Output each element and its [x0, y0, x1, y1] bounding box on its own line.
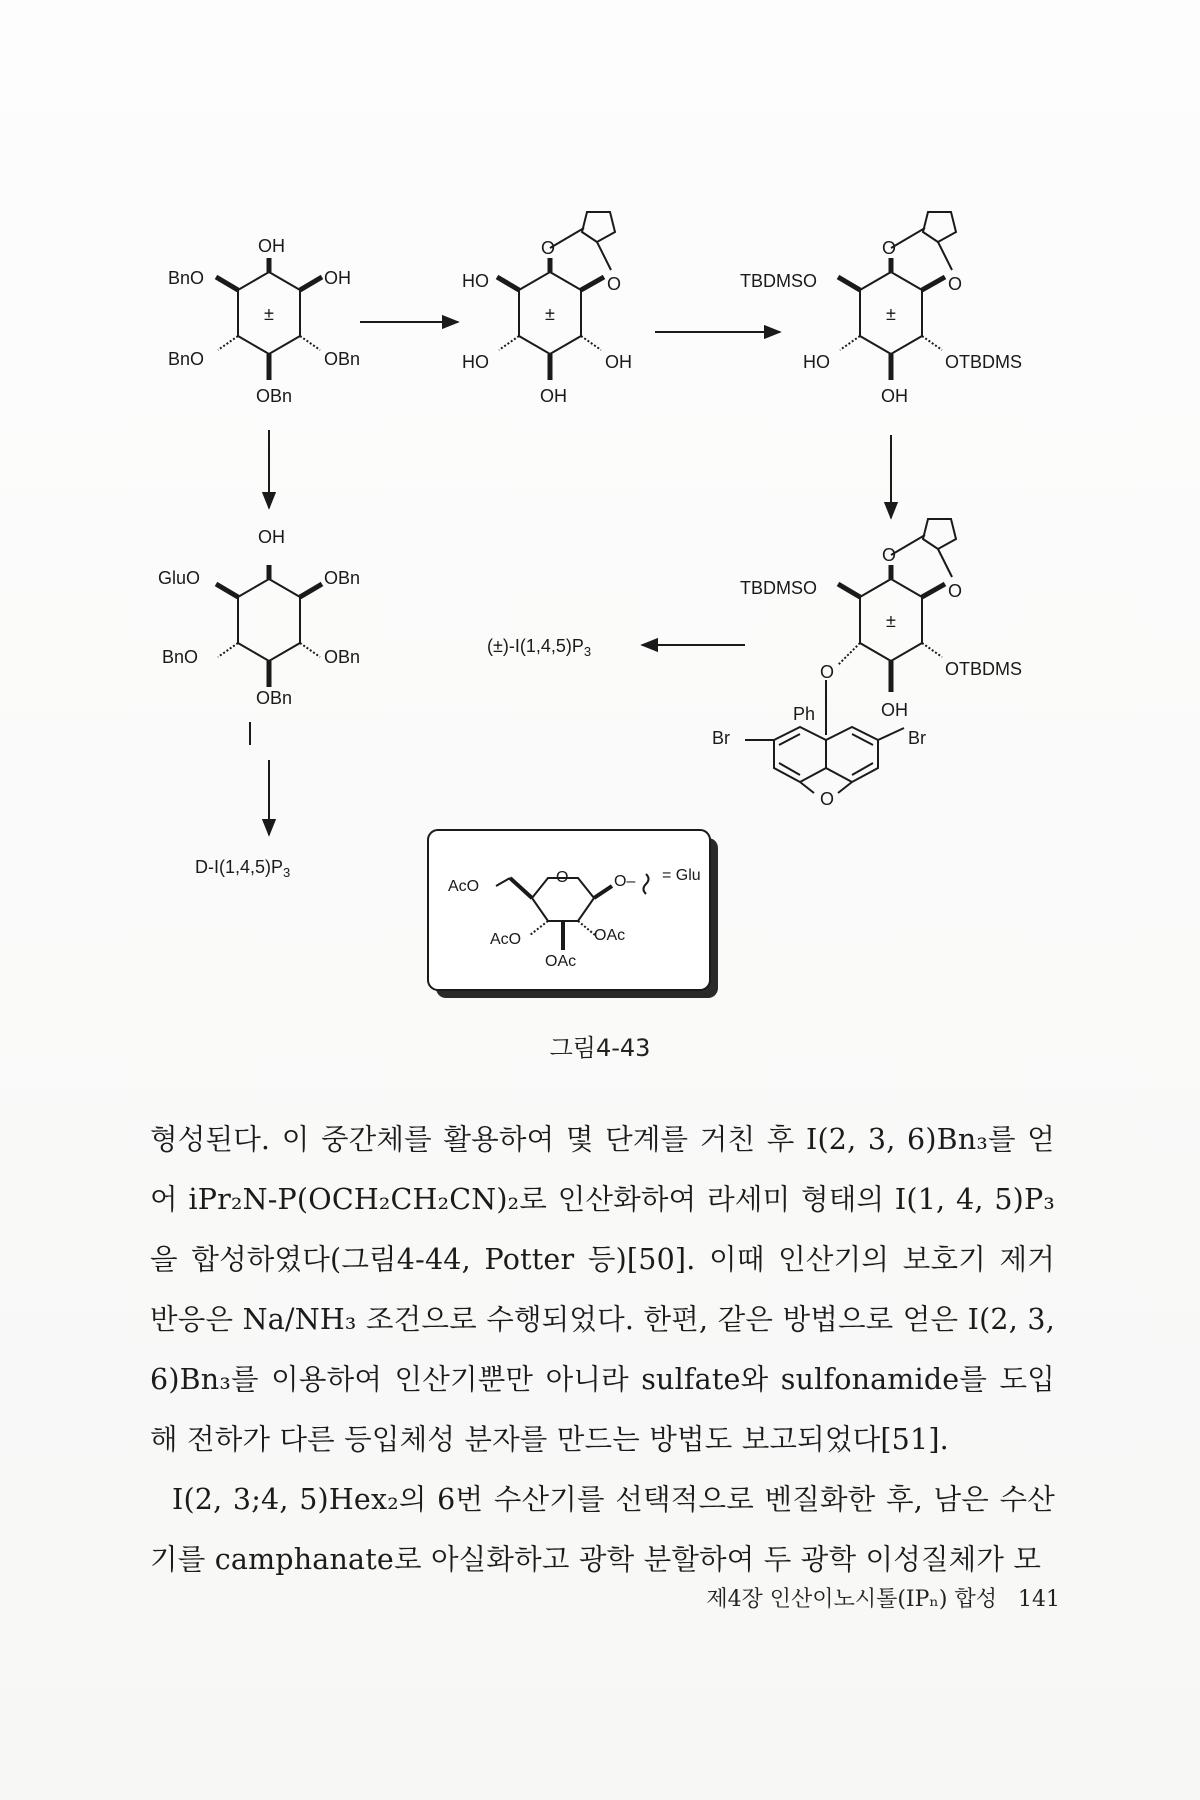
c4-ll: BnO [162, 647, 199, 667]
c3-o2: O [948, 274, 963, 294]
c3-ul: TBDMSO [740, 271, 818, 291]
c4-ur: OBn [324, 568, 361, 588]
figure-caption: 그림4-43 [549, 1034, 651, 1062]
c2-lr: OH [605, 352, 632, 372]
c1-ul: BnO [168, 268, 205, 288]
c5-o2: O [948, 581, 963, 601]
page-number: 141 [1018, 1587, 1060, 1612]
c2-o1: O [541, 238, 556, 258]
running-footer [706, 1582, 1060, 1613]
c3-bot: OH [881, 386, 908, 406]
c4-bot: OBn [256, 688, 293, 708]
product-racemic: $(\pm)-I(1,4,5)P_3$ [487, 636, 592, 659]
body-text [150, 1110, 1055, 1590]
c5-lr: OTBDMS [945, 659, 1023, 679]
c1-ll: BnO [168, 349, 205, 369]
c2-bot: OH [540, 386, 567, 406]
c2-o2: O [607, 274, 622, 294]
c1-lr: OBn [324, 349, 361, 369]
c5-o1: O [882, 545, 897, 565]
c4-ul: GluO [158, 568, 201, 588]
c2-center: ± [545, 304, 555, 324]
c5-ph: Ph [793, 704, 816, 724]
paragraph: 형성된다. 이 중간체를 활용하여 몇 단계를 거친 후 I(2, 3, 6)Bn₃를 얻어 iPr₂N-P(OCH₂CH₂CN)₂로 인산화하여 라세미 형태의 I(1, 4, 5)P₃을 합성하였다(그림4-44, Potter 등)[50]. 이때 인산기의 보호기 제거 반응은 Na/NH₃ 조건으로 수행되었다. 한편, 같은 방법으로 얻은 I(2, 3, 6)Bn₃를 이용하여 인산기뿐만 아니라 sulfate와 sulfonamide를 도입해 전하가 다른 등입체성 분자를 만드는 방법도 보고되었다[51]. [150, 1123, 1055, 1456]
glu-anomeric: O– [614, 873, 636, 890]
compound-4 [216, 565, 322, 687]
c2-ll: HO [462, 352, 489, 372]
c5-br-left: Br [712, 728, 730, 748]
c4-lr: OBn [324, 647, 361, 667]
c5-xanthene-o: O [820, 789, 835, 809]
c5-center: ± [886, 611, 896, 631]
glu-eq: = Glu [662, 867, 701, 884]
c1-bot: OBn [256, 386, 293, 406]
c4-top: OH [258, 527, 285, 547]
c5-bot: OH [881, 700, 908, 720]
glu-oac-bot: OAc [545, 953, 577, 970]
c5-ul: TBDMSO [740, 578, 818, 598]
c3-center: ± [886, 304, 896, 324]
c1-top: OH [258, 236, 285, 256]
glu-definition-box [428, 830, 718, 998]
product-racemic-sub: 3 [583, 644, 592, 659]
product-d: $D-I(1,4,5)P_3$ [195, 857, 291, 880]
chapter-title: 제4장 인산이노시톨(IPₙ) 합성 [706, 1587, 997, 1612]
c1-center: ± [264, 304, 274, 324]
c5-br-right: Br [908, 728, 926, 748]
c3-o1: O [882, 238, 897, 258]
glu-oac-right: OAc [594, 927, 626, 944]
c5-ll: O [820, 662, 835, 682]
compound-3 [838, 212, 956, 380]
c1-ur: OH [324, 268, 351, 288]
compound-5 [745, 519, 956, 793]
glu-ring-o: O [556, 869, 569, 886]
paragraph: I(2, 3;4, 5)Hex₂의 6번 수산기를 선택적으로 벤질화한 후, 남은 수산기를 camphanate로 아실화하고 광학 분할하여 두 광학 이성질체가 모 [150, 1483, 1055, 1576]
compound-2 [497, 212, 615, 380]
glu-aco-top: AcO [448, 878, 480, 895]
c3-ll: HO [803, 352, 830, 372]
c2-ul: HO [462, 271, 489, 291]
glu-aco-left: AcO [490, 931, 522, 948]
c3-lr: OTBDMS [945, 352, 1023, 372]
product-d-sub: 3 [283, 865, 291, 880]
